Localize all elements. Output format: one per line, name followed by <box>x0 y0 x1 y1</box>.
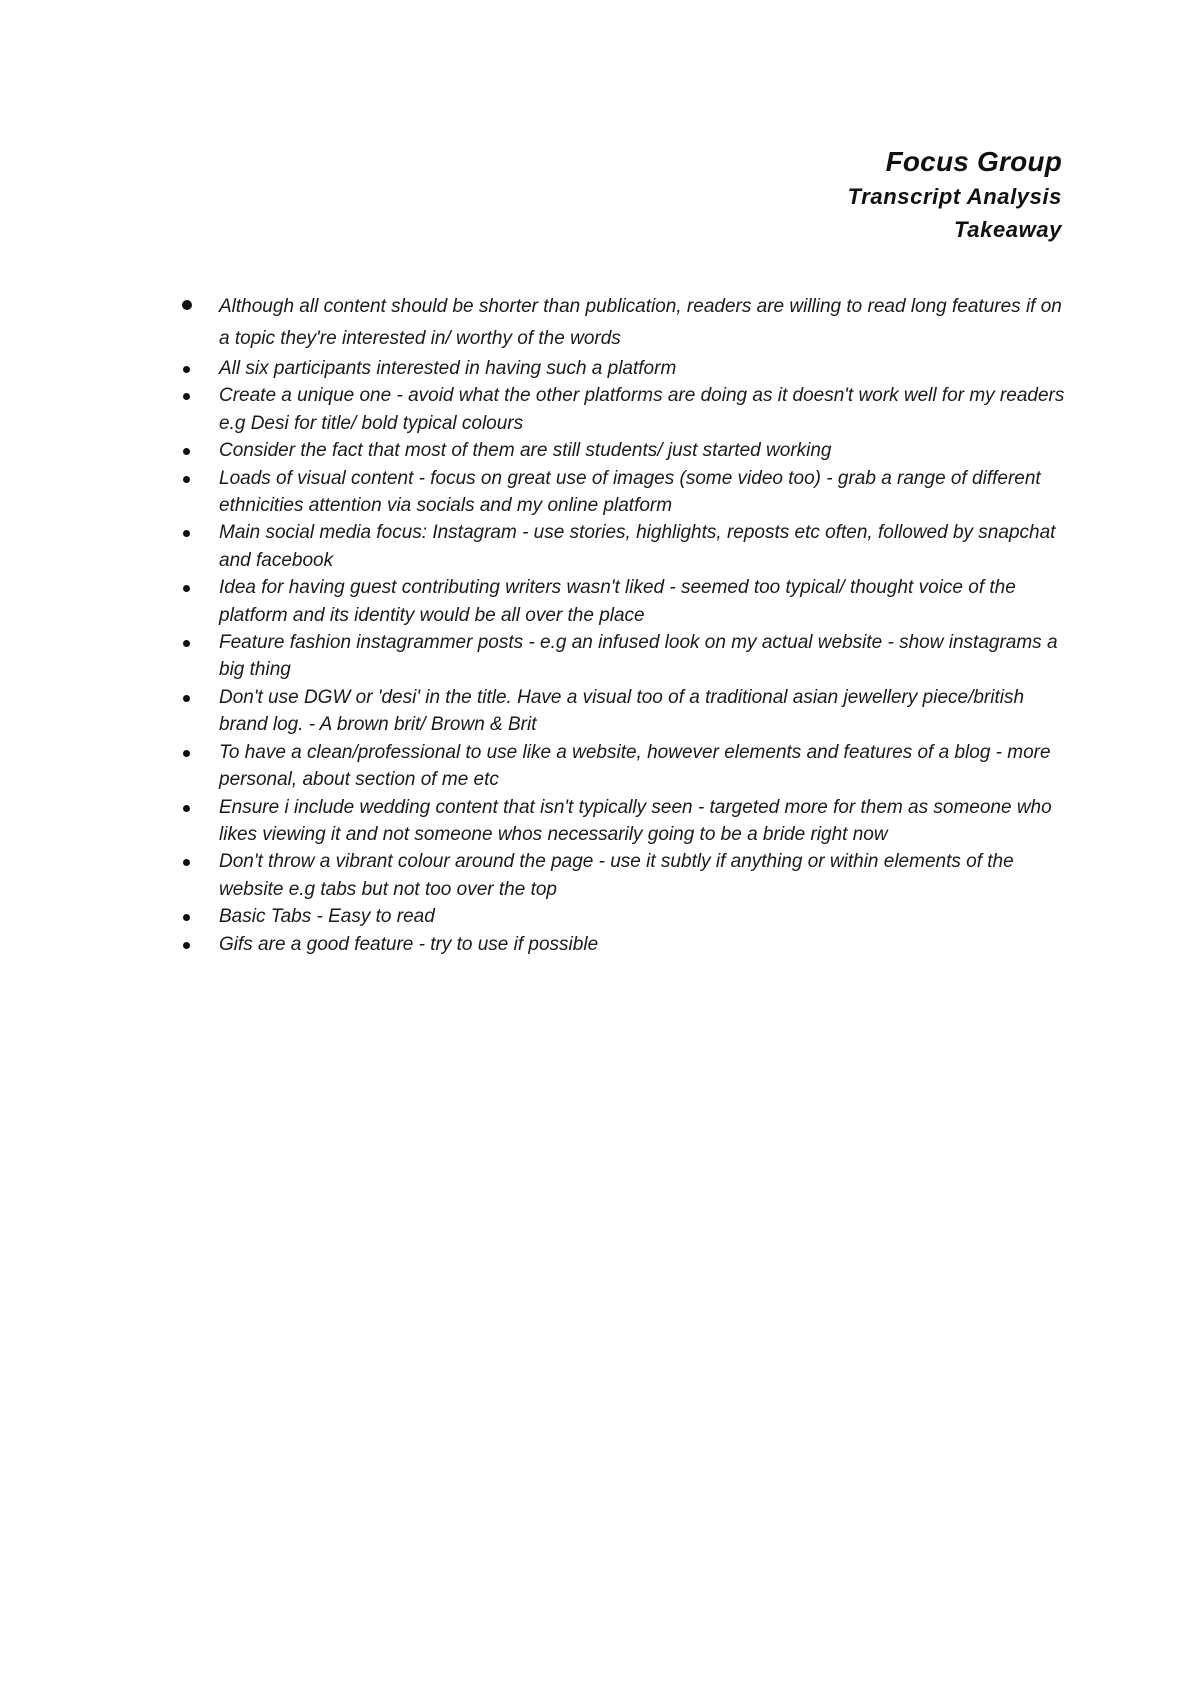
list-item <box>183 684 1073 739</box>
bullet-dot-icon <box>183 585 190 592</box>
bullet-dot-icon <box>183 366 190 373</box>
document-subtitle-takeaway: Takeaway <box>954 217 1062 242</box>
list-item-text: Ensure i include wedding content that isn't typically seen - targeted more for them as someone who likes viewing it and not someone whos necessarily going to be a bride right now <box>219 796 1052 845</box>
list-item <box>183 848 1073 903</box>
bullet-dot-icon <box>183 859 190 866</box>
bullet-dot-icon <box>183 942 190 949</box>
bullet-dot-icon <box>183 805 190 812</box>
list-item-text: Loads of visual content - focus on great use of images (some video too) - grab a range of different ethnicities attention via socials and my online platform <box>219 467 1041 517</box>
list-item-text: Idea for having guest contributing writers wasn't liked - seemed too typical/ thought voice of the platform and its identity would be all over the place <box>219 577 1016 626</box>
list-item <box>183 794 1073 849</box>
list-item <box>183 931 1073 958</box>
bullet-dot-icon <box>183 448 190 455</box>
bullet-dot-icon <box>183 695 190 702</box>
list-item <box>183 739 1073 794</box>
document-title: Focus Group <box>885 146 1062 177</box>
list-item <box>183 903 1073 930</box>
list-item <box>183 629 1073 684</box>
bullet-dot-icon <box>183 476 190 483</box>
bullet-dot-icon <box>182 300 192 310</box>
document-subtitle-transcript-analysis: Transcript Analysis <box>847 184 1062 209</box>
list-item-text: To have a clean/professional to use like a website, however elements and features of a blog - more personal, about section of me etc <box>219 741 1051 791</box>
bullet-dot-icon <box>183 914 190 921</box>
bullet-dot-icon <box>183 640 190 647</box>
list-item-text: Main social media focus: Instagram - use stories, highlights, reposts etc often, followed by snapchat and facebook <box>219 522 1056 571</box>
list-item <box>183 355 1073 382</box>
list-item-text: Don't use DGW or 'desi' in the title. Have a visual too of a traditional asian jewellery piece/british brand log. - A brown brit/ Brown & Brit <box>219 686 1025 736</box>
list-item-text: Although all content should be shorter than publication, readers are willing to read long features if on a topic they're interested in/ worthy of the words <box>219 296 1062 349</box>
list-item-text: All six participants interested in having such a platform <box>219 358 677 379</box>
list-item-text: Don't throw a vibrant colour around the page - use it subtly if anything or within elements of the website e.g tabs but not too over the top <box>219 851 1014 900</box>
list-item-text: Gifs are a good feature - try to use if possible <box>219 933 599 955</box>
list-item <box>183 437 1073 464</box>
list-item-text: Basic Tabs - Easy to read <box>219 906 435 928</box>
list-item <box>183 519 1073 574</box>
bullet-dot-icon <box>183 530 190 537</box>
takeaway-list <box>183 291 1073 958</box>
bullet-dot-icon <box>183 393 190 400</box>
bullet-dot-icon <box>183 750 190 757</box>
list-item-text: Create a unique one - avoid what the other platforms are doing as it doesn't work well for my readers e.g Desi for title/ bold typical colours <box>219 385 1065 434</box>
list-item-text: Feature fashion instagrammer posts - e.g an infused look on my actual website - show instagrams a big thing <box>219 632 1058 681</box>
list-item <box>183 574 1073 629</box>
list-item <box>183 291 1073 355</box>
document-header <box>848 144 1062 246</box>
list-item-text: Consider the fact that most of them are still students/ just started working <box>219 440 832 462</box>
list-item <box>183 382 1073 437</box>
list-item <box>183 465 1073 520</box>
